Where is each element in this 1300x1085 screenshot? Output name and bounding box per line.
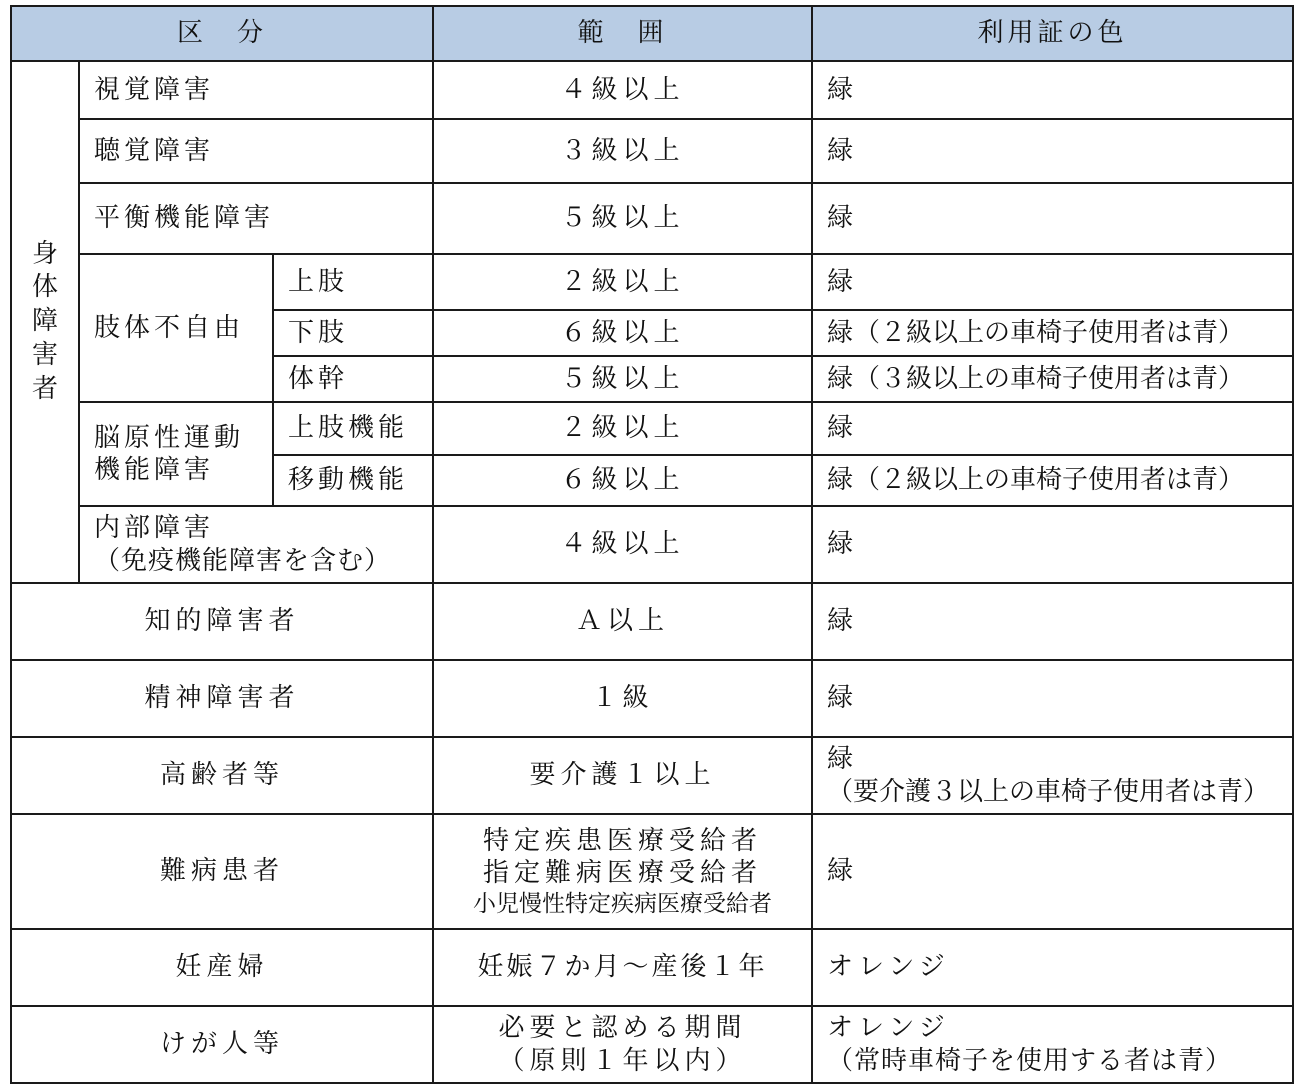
row-range: ５級以上 [433, 356, 812, 402]
range-line: 必要と認める期間 [498, 1013, 747, 1043]
row-color: 緑 [827, 465, 855, 496]
header-color: 利用証の色 [812, 6, 1293, 61]
row-color: オレンジ [827, 1013, 950, 1043]
row-label: 妊産婦 [11, 929, 433, 1006]
row-color: 緑 [812, 61, 1293, 119]
row-color: 緑 [812, 402, 1293, 455]
row-color-cell [812, 455, 1293, 506]
row-label: 難病患者 [11, 814, 433, 929]
row-label: 視覚障害 [79, 61, 433, 119]
table-row [11, 506, 1293, 583]
row-sublabel: 体幹 [273, 356, 433, 402]
row-sublabel: 下肢 [273, 310, 433, 356]
table-row [11, 183, 1293, 254]
range-line: 小児慢性特定疾病医療受給者 [473, 890, 772, 917]
row-range: 妊娠７か月～産後１年 [433, 929, 812, 1006]
row-color-note: （２級以上の車椅子使用者は青） [854, 317, 1245, 348]
row-range: １級 [433, 660, 812, 737]
row-color: 緑 [812, 814, 1293, 929]
internal-label-line1: 内部障害 [94, 513, 215, 543]
row-color: オレンジ [812, 929, 1293, 1006]
row-range: ２級以上 [433, 402, 812, 455]
eligibility-table [10, 5, 1294, 1084]
row-color: 緑 [812, 254, 1293, 310]
table-row [11, 119, 1293, 183]
row-color-cell [812, 356, 1293, 402]
header-category: 区 分 [11, 6, 433, 61]
table-row [11, 583, 1293, 660]
row-label: 精神障害者 [11, 660, 433, 737]
table-row [11, 660, 1293, 737]
group-physical-label: 身体障害者 [31, 238, 58, 404]
row-label: 聴覚障害 [79, 119, 433, 183]
limb-group-label: 肢体不自由 [79, 254, 273, 402]
range-line: 特定疾患医療受給者 [482, 825, 762, 856]
row-range: ６級以上 [433, 455, 812, 506]
table-row [11, 737, 1293, 814]
row-range-cell [433, 814, 812, 929]
cerebral-label-line1: 脳原性運動 [94, 422, 245, 453]
row-color-note: （常時車椅子を使用する者は青） [827, 1045, 1233, 1076]
row-color-note: （３級以上の車椅子使用者は青） [854, 363, 1245, 394]
cerebral-label-line2: 機能障害 [94, 455, 215, 485]
row-range: ５級以上 [433, 183, 812, 254]
row-color: 緑 [827, 363, 855, 394]
row-color-cell [812, 737, 1293, 814]
row-range: Ａ以上 [433, 583, 812, 660]
row-range-cell [433, 1006, 812, 1083]
row-sublabel: 移動機能 [273, 455, 433, 506]
range-line: 指定難病医療受給者 [482, 858, 762, 889]
row-range: ３級以上 [433, 119, 812, 183]
row-color-cell [812, 1006, 1293, 1083]
row-range: ４級以上 [433, 61, 812, 119]
internal-label-line2: （免疫機能障害を含む） [94, 545, 392, 576]
table-row [11, 1006, 1293, 1083]
header-range: 範 囲 [433, 6, 812, 61]
row-color: 緑 [812, 583, 1293, 660]
row-color: 緑 [812, 660, 1293, 737]
table-row [11, 929, 1293, 1006]
row-label: けが人等 [11, 1006, 433, 1083]
row-label: 知的障害者 [11, 583, 433, 660]
table-row [11, 402, 1293, 455]
range-line: （原則１年以内） [498, 1045, 747, 1076]
row-sublabel: 上肢 [273, 254, 433, 310]
row-color-note: （要介護３以上の車椅子使用者は青） [827, 776, 1270, 807]
row-color-cell [812, 310, 1293, 356]
row-color: 緑 [812, 119, 1293, 183]
cerebral-group-label [79, 402, 273, 506]
table-row [11, 61, 1293, 119]
row-color: 緑 [827, 317, 855, 348]
row-label-cell [79, 506, 433, 583]
header-row [11, 6, 1293, 61]
table-row [11, 254, 1293, 310]
row-range: ４級以上 [433, 506, 812, 583]
row-range: 要介護１以上 [433, 737, 812, 814]
table-row [11, 814, 1293, 929]
row-color: 緑 [812, 506, 1293, 583]
row-color-note: （２級以上の車椅子使用者は青） [854, 465, 1245, 496]
row-color: 緑 [827, 744, 855, 774]
group-physical [11, 61, 79, 583]
row-label: 平衡機能障害 [79, 183, 433, 254]
row-sublabel: 上肢機能 [273, 402, 433, 455]
row-label: 高齢者等 [11, 737, 433, 814]
row-range: ６級以上 [433, 310, 812, 356]
row-range: ２級以上 [433, 254, 812, 310]
row-color: 緑 [812, 183, 1293, 254]
